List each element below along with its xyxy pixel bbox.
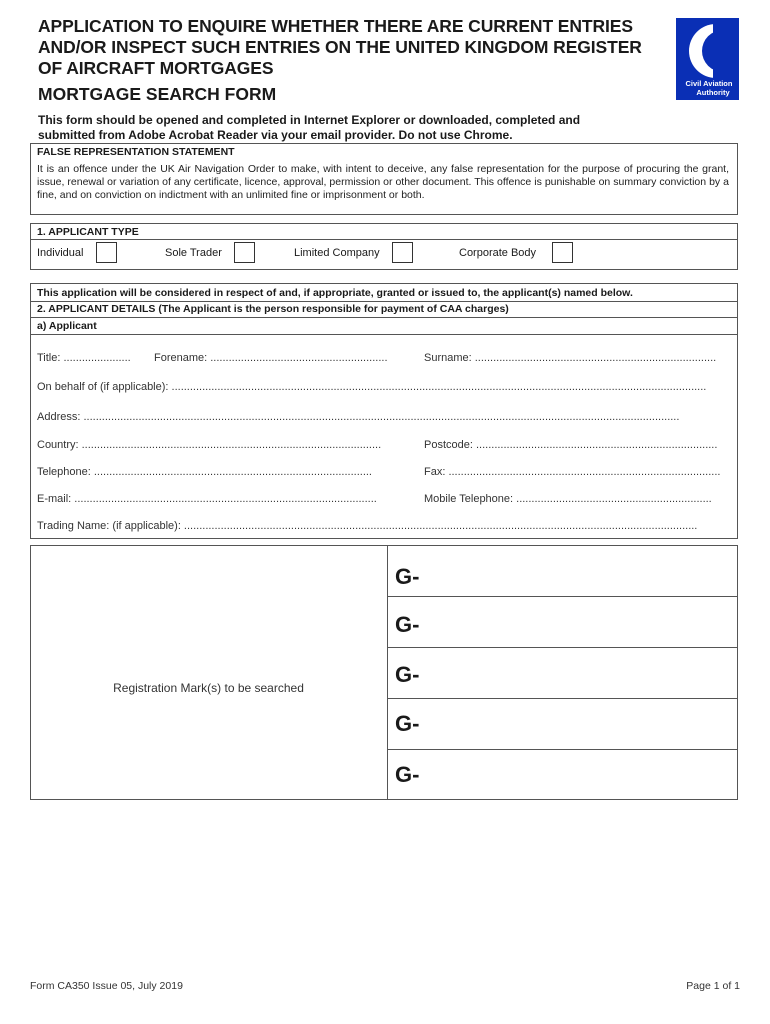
form-subtitle: MORTGAGE SEARCH FORM xyxy=(38,84,277,104)
divider xyxy=(387,698,738,699)
false-representation-text: It is an offence under the UK Air Navigation Order to make, with intent to deceive, any false representation for the purpose of procuring the grant, issue, renewal or variation of any certificate, licence, approval, permission or other document. This offence is punishable on summary conviction by a fine, and on conviction on indictment with an unlimited fine or imprisonment or both. xyxy=(37,163,729,201)
instruction-note xyxy=(38,113,718,143)
forename-field[interactable]: Forename: .......................................................... xyxy=(154,352,388,364)
address-field[interactable]: Address: ................................................................................................................................................................................................... xyxy=(37,411,680,423)
corporate-body-checkbox[interactable] xyxy=(552,242,573,263)
mobile-telephone-field[interactable]: Mobile Telephone: ................................................................ xyxy=(424,493,712,505)
title-line: APPLICATION TO ENQUIRE WHETHER THERE ARE CURRENT ENTRIES xyxy=(38,16,633,36)
postcode-field[interactable]: Postcode: ............................................................................... xyxy=(424,439,718,451)
divider xyxy=(30,317,738,318)
option-label-individual: Individual xyxy=(37,247,84,259)
title-line: OF AIRCRAFT MORTGAGES xyxy=(38,58,274,78)
fax-field[interactable]: Fax: ......................................................................................... xyxy=(424,466,721,478)
consideration-statement: This application will be considered in respect of and, if appropriate, granted or issued to, the applicant(s) named below. xyxy=(37,287,633,299)
form-identifier: Form CA350 Issue 05, July 2019 xyxy=(30,980,183,992)
option-label-limited-company: Limited Company xyxy=(294,247,380,259)
country-field[interactable]: Country: .................................................................................................. xyxy=(37,439,382,451)
form-title xyxy=(38,16,678,79)
applicant-subheading: a) Applicant xyxy=(37,320,97,332)
divider xyxy=(387,647,738,648)
false-representation-heading: FALSE REPRESENTATION STATEMENT xyxy=(37,146,235,158)
title-line: AND/OR INSPECT SUCH ENTRIES ON THE UNITED KINGDOM REGISTER xyxy=(38,37,642,57)
surname-field[interactable]: Surname: ............................................................................... xyxy=(424,352,717,364)
email-field[interactable]: E-mail: ................................................................................................... xyxy=(37,493,377,505)
divider xyxy=(30,239,738,240)
option-label-corporate-body: Corporate Body xyxy=(459,247,537,259)
title-field[interactable]: Title: ...................... xyxy=(37,352,131,364)
divider xyxy=(30,301,738,302)
registration-mark-input[interactable]: G- xyxy=(395,612,420,637)
registration-mark-input[interactable]: G- xyxy=(395,762,420,787)
option-label-sole-trader: Sole Trader xyxy=(165,247,222,259)
sole-trader-checkbox[interactable] xyxy=(234,242,255,263)
logo-text: Civil Aviation xyxy=(685,79,733,88)
applicant-type-heading: 1. APPLICANT TYPE xyxy=(37,226,139,238)
note-line: submitted from Adobe Acrobat Reader via your email provider. Do not use Chrome. xyxy=(38,128,513,142)
limited-company-checkbox[interactable] xyxy=(392,242,413,263)
individual-checkbox[interactable] xyxy=(96,242,117,263)
note-line: This form should be opened and completed in Internet Explorer or downloaded, completed and xyxy=(38,113,581,127)
on-behalf-field[interactable]: On behalf of (if applicable): ............................................................................................................................................................................... xyxy=(37,381,707,393)
page-number: Page 1 of 1 xyxy=(686,980,740,992)
logo-text: Authority xyxy=(696,88,730,97)
divider xyxy=(387,749,738,750)
registration-mark-input[interactable]: G- xyxy=(395,564,420,589)
telephone-field[interactable]: Telephone: ........................................................................................... xyxy=(37,466,372,478)
registration-marks-box xyxy=(30,545,738,800)
applicant-details-heading: 2. APPLICANT DETAILS (The Applicant is the person responsible for payment of CAA charges) xyxy=(37,303,509,315)
registration-marks-label: Registration Mark(s) to be searched xyxy=(113,681,304,695)
registration-mark-input[interactable]: G- xyxy=(395,662,420,687)
registration-mark-input[interactable]: G- xyxy=(395,711,420,736)
trading-name-field[interactable]: Trading Name: (if applicable): ........................................................................................................................................................................ xyxy=(37,520,698,532)
caa-logo xyxy=(676,18,739,100)
divider xyxy=(387,596,738,597)
divider xyxy=(387,545,388,800)
divider xyxy=(30,334,738,335)
